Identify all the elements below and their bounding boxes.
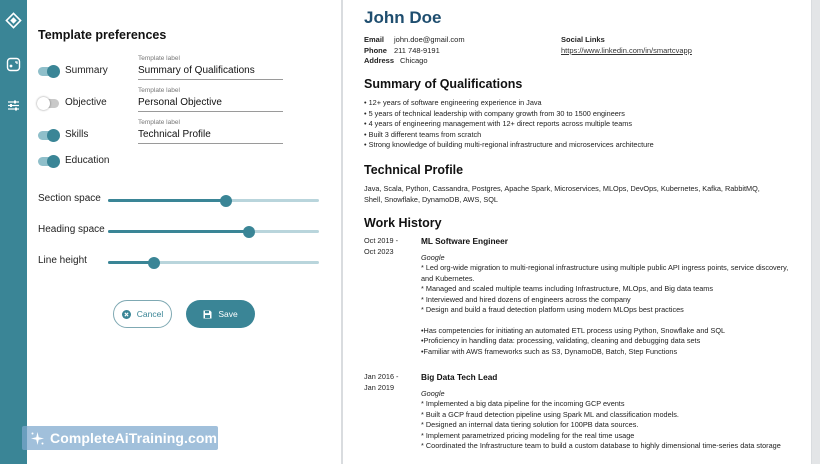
slider-label: Heading space (38, 224, 105, 235)
watermark (22, 426, 218, 450)
slider-label: Section space (38, 193, 101, 204)
toggle-knob (47, 129, 60, 142)
summary-label-field (138, 55, 283, 80)
section-name: Summary (65, 65, 108, 76)
address-label: Address (364, 56, 395, 65)
job-line: * Built a GCP fraud detection pipeline using Spark ML and classification models. (421, 409, 679, 419)
field-label: Template label (138, 87, 180, 94)
section-space-slider[interactable] (108, 199, 319, 202)
phone-label: Phone (364, 45, 387, 55)
skills-label-field (138, 119, 283, 144)
job-line: * Designed an internal data tiering solution for 100PB data sources. (421, 420, 639, 429)
job-line: * Implement parametrized pricing modeling for the real time usage (421, 430, 635, 440)
section-row-objective (38, 88, 338, 118)
skills-toggle[interactable] (38, 131, 59, 140)
address-value: Chicago (400, 56, 428, 65)
resume-name: John Doe (364, 8, 442, 27)
job-date-start: Oct 2019 - (364, 236, 399, 245)
section-name: Skills (65, 129, 89, 140)
panel-title: Template preferences (38, 28, 167, 42)
job-title: Big Data Tech Lead (421, 372, 498, 382)
job-company: Google (421, 388, 445, 398)
section-row-education (38, 146, 338, 176)
job-line: * Led org-wide migration to multi-regional infrastructure using multiple public API ingress points, service discovery, and Kubernetes. (421, 263, 789, 283)
list-item: • 5 years of technical leadership with company growth from 30 to 1500 engineers (364, 108, 625, 118)
toggle-knob (47, 65, 60, 78)
sparkle-logo-icon (30, 431, 45, 446)
list-item: • Built 3 different teams from scratch (364, 129, 482, 139)
job-line: * Managed and scaled multiple teams including Infrastructure, MLOps, and Big data teams (421, 284, 714, 293)
slider-fill (108, 230, 249, 233)
field-label: Template label (138, 55, 180, 62)
job-line: * Implemented a big data pipeline for the incoming GCP events (421, 399, 625, 408)
social-block (561, 35, 692, 56)
list-item: • 12+ years of software engineering experience in Java (364, 98, 542, 107)
list-item: • Strong knowledge of building multi-regional infrastructure and microservices architecture (364, 140, 654, 149)
objective-label-field (138, 87, 283, 112)
job-line: •Has competencies for initiating an automated ETL process using Python, Snowflake and SQL (421, 325, 726, 335)
heading-space-slider-row (38, 224, 338, 238)
skills-label-input[interactable]: Technical Profile (138, 129, 283, 144)
settings-sliders-icon[interactable] (5, 97, 22, 114)
job-spacer (421, 316, 791, 326)
summary-heading: Summary of Qualifications (364, 77, 523, 91)
job-entry (421, 236, 791, 357)
job-entry (421, 372, 791, 452)
cancel-icon (122, 310, 131, 319)
objective-label-input[interactable]: Personal Objective (138, 97, 283, 112)
slider-label: Line height (38, 255, 87, 266)
section-space-slider-row (38, 193, 338, 207)
cancel-label: Cancel (136, 309, 164, 319)
app-logo-icon[interactable] (5, 12, 22, 29)
field-label: Template label (138, 119, 180, 126)
job-dates (364, 372, 414, 393)
job-company: Google (421, 252, 445, 262)
template-preferences-panel (27, 0, 341, 464)
preview-scrollbar[interactable] (812, 0, 820, 464)
phone-value: 211 748-9191 (394, 45, 440, 55)
section-name: Objective (65, 97, 107, 108)
list-item: • 4 years of engineering management with 12+ direct reports across multiple teams (364, 119, 633, 128)
save-label: Save (218, 309, 238, 319)
job-dates (364, 236, 414, 257)
section-name: Education (65, 155, 110, 166)
line-height-slider[interactable] (108, 261, 319, 264)
job-date-start: Jan 2016 - (364, 372, 399, 381)
education-toggle[interactable] (38, 157, 59, 166)
summary-list (364, 98, 654, 151)
job-line: * Interviewed and hired dozens of engineers across the company (421, 294, 631, 304)
objective-toggle[interactable] (38, 99, 59, 108)
work-heading: Work History (364, 216, 442, 230)
cancel-button[interactable] (113, 300, 172, 328)
save-icon (203, 310, 212, 319)
summary-label-input[interactable]: Summary of Qualifications (138, 65, 283, 80)
job-date-end: Oct 2023 (364, 246, 394, 256)
slider-thumb[interactable] (243, 226, 255, 238)
job-line: •Familiar with AWS frameworks such as S3, DynamoDB, Batch, Step Functions (421, 346, 678, 356)
contact-block (364, 35, 465, 67)
email-label: Email (364, 35, 385, 44)
slider-fill (108, 199, 226, 202)
section-row-summary (38, 56, 338, 86)
resume-preview (343, 0, 811, 464)
job-title: ML Software Engineer (421, 236, 508, 246)
left-rail (0, 0, 27, 464)
slider-thumb[interactable] (220, 195, 232, 207)
template-icon[interactable] (5, 56, 22, 73)
linkedin-link[interactable]: https://www.linkedin.com/in/smartcvapp (561, 45, 692, 55)
skills-heading: Technical Profile (364, 163, 464, 177)
job-line: * Coordinated the Infrastructure team to build a custom database to highly dimensional time-series data storage (421, 441, 781, 450)
line-height-slider-row (38, 255, 338, 269)
email-value: john.doe@gmail.com (394, 35, 465, 44)
toggle-knob (37, 97, 50, 110)
job-date-end: Jan 2019 (364, 382, 395, 392)
save-button[interactable] (186, 300, 255, 328)
job-line: * Design and build a fraud detection platform using modern MLOps best practices (421, 305, 684, 314)
watermark-text: CompleteAiTraining.com (50, 430, 218, 446)
slider-thumb[interactable] (148, 257, 160, 269)
heading-space-slider[interactable] (108, 230, 319, 233)
job-line: •Proficiency in handling data: processing, validating, cleaning and debugging data sets (421, 336, 701, 345)
social-label: Social Links (561, 35, 605, 44)
skills-text: Java, Scala, Python, Cassandra, Postgres, Apache Spark, Microservices, MLOps, DevOps, Kubernetes, Kafka, RabbitMQ, Shell, Snowflake, DynamoDB, AWS, SQL (364, 184, 760, 204)
summary-toggle[interactable] (38, 67, 59, 76)
toggle-knob (47, 155, 60, 168)
